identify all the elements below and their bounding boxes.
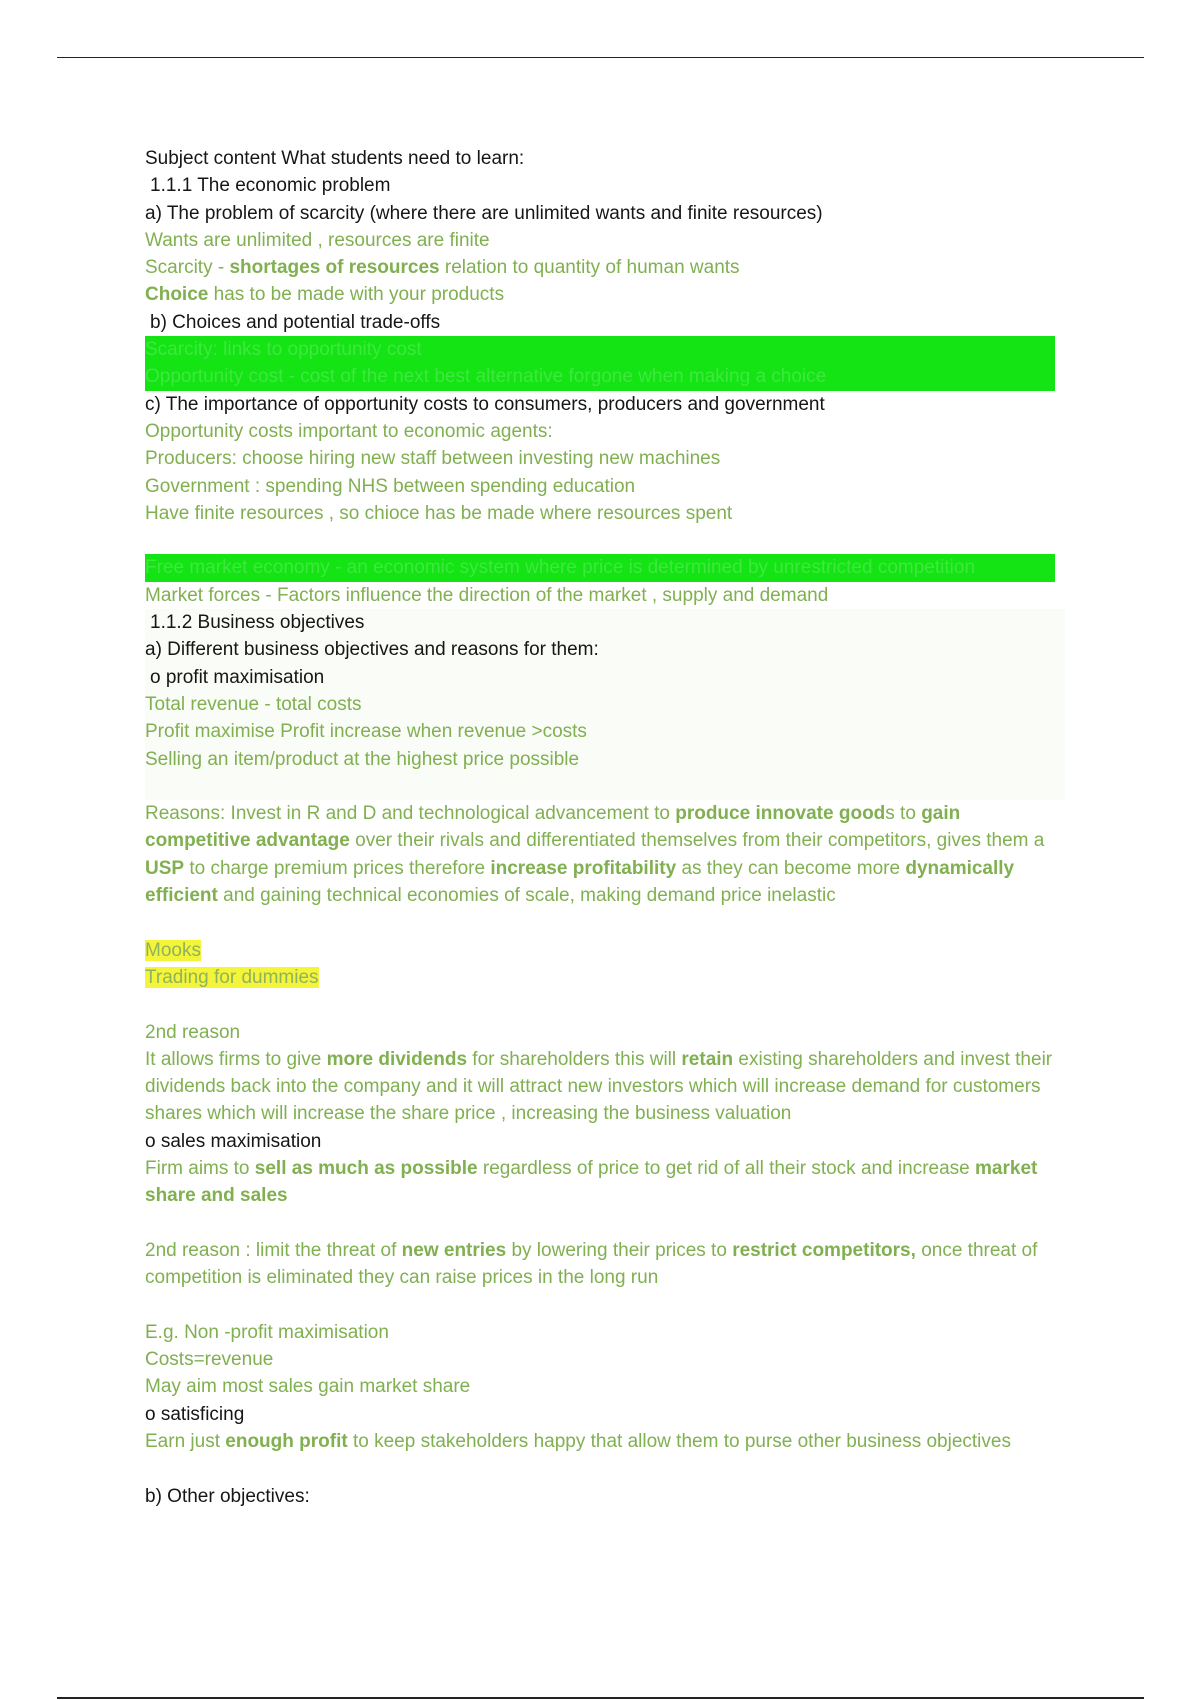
spacer	[145, 1291, 1065, 1318]
spacer	[145, 1210, 1065, 1237]
point-b-choices: b) Choices and potential trade-offs	[150, 311, 441, 333]
spacer	[145, 909, 1065, 936]
note-costs-revenue: Costs=revenue	[145, 1349, 274, 1371]
spacer	[145, 1455, 1065, 1482]
highlight-line: Scarcity: links to opportunity cost	[145, 339, 422, 361]
note-mooks: Mooks	[145, 939, 201, 961]
point-a-objectives: a) Different business objectives and reasons for them:	[145, 639, 599, 661]
objective-profit-max: o profit maximisation	[150, 666, 325, 688]
note-profit-increase: Profit maximise Profit increase when revenue >costs	[145, 721, 587, 743]
objectives-section	[145, 609, 1065, 800]
note-may-aim: May aim most sales gain market share	[145, 1376, 471, 1398]
objective-sales-max: o sales maximisation	[145, 1130, 322, 1152]
note-total-revenue: Total revenue - total costs	[145, 693, 362, 715]
footer-rule	[57, 1697, 1144, 1699]
note-government: Government : spending NHS between spending education	[145, 475, 636, 497]
objective-satisficing: o satisficing	[145, 1403, 245, 1425]
highlighted-block-free-market	[145, 554, 1055, 581]
spacer	[145, 527, 1065, 554]
paragraph-second-reason: 2nd reason : limit the threat of new entries by lowering their prices to restrict competitors, once threat of competition is eliminated they can raise prices in the long run	[145, 1239, 1038, 1289]
note-trading-for-dummies: Trading for dummies	[145, 966, 319, 988]
point-b-other-objectives: b) Other objectives:	[145, 1485, 310, 1507]
highlighted-block-opportunity-cost	[145, 336, 1055, 391]
note-choice: Choice has to be made with your products	[145, 284, 505, 306]
header-rule	[57, 57, 1144, 58]
note-scarcity: Scarcity - shortages of resources relation to quantity of human wants	[145, 257, 740, 279]
point-a-scarcity: a) The problem of scarcity (where there are unlimited wants and finite resources)	[145, 202, 823, 224]
document-body	[145, 145, 1065, 1510]
note-producers: Producers: choose hiring new staff between investing new machines	[145, 448, 721, 470]
note-market-forces: Market forces - Factors influence the direction of the market , supply and demand	[145, 584, 829, 606]
note-finite-resources: Have finite resources , so chioce has be made where resources spent	[145, 502, 733, 524]
paragraph-sales-max: Firm aims to sell as much as possible regardless of price to get rid of all their stock and increase market share and sales	[145, 1157, 1038, 1207]
subject-heading: Subject content What students need to learn:	[145, 148, 525, 169]
highlight-line: Free market economy - an economic system where price is determined by unrestricted competition	[145, 557, 976, 579]
spacer	[145, 991, 1065, 1018]
paragraph-reasons: Reasons: Invest in R and D and technological advancement to produce innovate goods to gain competitive advantage over their rivals and differentiated themselves from their competitors, gives them a USP to charge premium prices therefore increase profitability as they can become more dynamically efficient and gaining technical economies of scale, making demand price inelastic	[145, 803, 1045, 907]
note-selling: Selling an item/product at the highest price possible	[145, 748, 580, 770]
highlight-line: Opportunity cost - cost of the next best alternative forgone when making a choice	[145, 366, 827, 388]
note-non-profit: E.g. Non -profit maximisation	[145, 1321, 389, 1343]
point-c-importance: c) The importance of opportunity costs to consumers, producers and government	[145, 393, 825, 415]
note-second-reason: 2nd reason	[145, 1021, 241, 1043]
paragraph-satisficing: Earn just enough profit to keep stakeholders happy that allow them to purse other business objectives	[145, 1430, 1011, 1452]
spacer	[145, 773, 1065, 800]
paragraph-dividends: It allows firms to give more dividends for shareholders this will retain existing shareholders and invest their dividends back into the company and it will attract new investors which will increase demand for customers shares which will increase the share price , increasing the business valuation	[145, 1048, 1053, 1125]
section-1-1-1: 1.1.1 The economic problem	[150, 175, 391, 197]
section-1-1-2: 1.1.2 Business objectives	[150, 612, 365, 634]
note-wants: Wants are unlimited , resources are finite	[145, 229, 490, 251]
note-opportunity-agents: Opportunity costs important to economic agents:	[145, 420, 553, 442]
